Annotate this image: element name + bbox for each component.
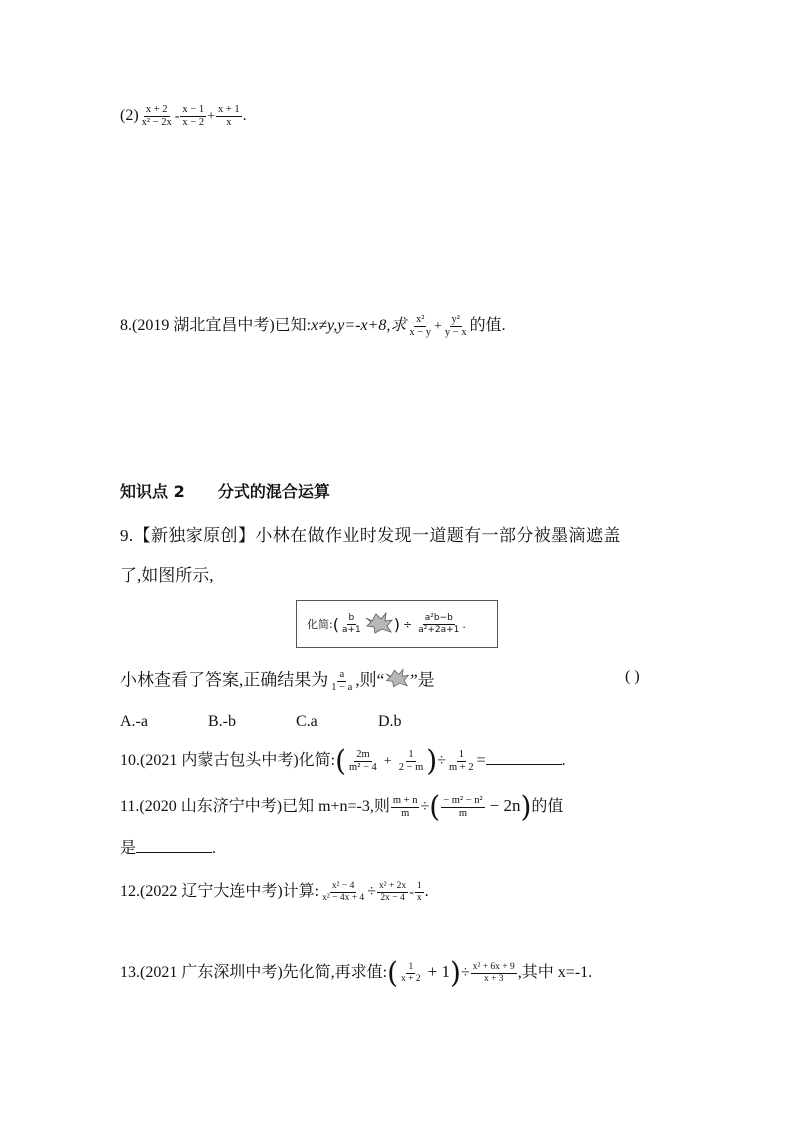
question-12: 12.(2022 辽宁大连中考)计算: $\frac{\text{x² − 4}}{\text{x² − 4x + 4}}$ ÷ $\frac{\text{x² + 2x}}{2x - 4}$ - $\frac{1}{x}$ .	[120, 880, 429, 903]
section-title: 分式的混合运算	[217, 482, 330, 501]
covered-expression-box: 化简: ( $\frac{b}{a+1}$ ) ÷ $\frac{\text{a²b−b}}{\text{a²+2a+1}}$ .	[296, 600, 498, 648]
fraction-2: $\frac{\text{− m² − n²}}{m}$	[443, 794, 483, 819]
option-b[interactable]: B.-b	[208, 713, 236, 730]
question-8: 8.(2019 湖北宜昌中考)已知:x≠y,y=-x+8,求 $\frac{\text{x²}}{x - y}$ + $\frac{\text{y²}}{y - x}$ 的值.	[120, 314, 506, 338]
fraction-3: $\frac{1}{x}$	[416, 880, 422, 903]
fraction-2: $\frac{1}{2 - m}$	[398, 748, 424, 773]
option-c[interactable]: C.a	[296, 713, 318, 730]
fraction-3: $\frac{1}{m + 2}$	[449, 748, 474, 773]
question-11-line-2: 是 .	[120, 836, 216, 861]
question-9-line-3: 小林查看了答案,正确结果为 $\frac{a}{1 - a}$ ,则“ ”是	[120, 669, 435, 693]
fraction-1: $\frac{m + n}{m}$	[392, 794, 418, 819]
question-7-part-2: (2) $\frac{x + 2}{\text{x² − 2x}}$ - $\frac{x - 1}{x - 2}$ + $\frac{x + 1}{x}$ .	[120, 104, 247, 128]
answer-blank[interactable]	[136, 836, 212, 853]
option-a[interactable]: A.-a	[120, 713, 148, 730]
option-d[interactable]: D.b	[378, 713, 402, 730]
answer-bracket: ( )	[625, 668, 640, 685]
fraction-2: $\frac{\text{x² + 2x}}{2x - 4}$	[378, 880, 407, 903]
box-fraction-1: $\frac{b}{a+1}$	[341, 612, 361, 635]
answer-blank[interactable]	[486, 748, 562, 765]
ink-blot-icon	[364, 612, 394, 637]
question-9-line-2: 了,如图所示,	[120, 566, 214, 585]
section-label: 知识点 2	[120, 482, 185, 501]
question-13: 13.(2021 广东深圳中考)先化简,再求值:( $\frac{1}{x + 2}$ + 1)÷ $\frac{\text{x² + 6x + 9}}{x + 3}$ ,其中 x=-1.	[120, 955, 593, 991]
question-9-options	[120, 710, 402, 734]
fraction-1: $\frac{x + 2}{\text{x² − 2x}}$	[141, 104, 172, 128]
box-fraction-2: $\frac{\text{a²b−b}}{\text{a²+2a+1}}$	[418, 612, 460, 635]
fraction-1: $\frac{\text{x²}}{x - y}$	[409, 314, 432, 338]
question-11: 11.(2020 山东济宁中考)已知 m+n=-3,则 $\frac{m + n}{m}$ ÷( $\frac{\text{− m² − n²}}{m}$ − 2n)的值	[120, 789, 564, 825]
part-label: (2)	[120, 107, 139, 125]
question-10: 10.(2021 内蒙古包头中考)化简:( $\frac{2m}{\text{m² − 4}}$ + $\frac{1}{2 - m}$ )÷ $\frac{1}{m + 2}$ = .	[120, 743, 566, 779]
fraction-3: $\frac{x + 1}{x}$	[217, 104, 240, 128]
answer-fraction: $\frac{a}{1 - a}$	[331, 669, 353, 693]
fraction-1: $\frac{\text{x² − 4}}{\text{x² − 4x + 4}}$	[322, 880, 365, 903]
ink-blot-icon	[384, 668, 410, 695]
fraction-2: $\frac{x - 1}{x - 2}$	[182, 104, 205, 128]
fraction-2: $\frac{\text{y²}}{y - x}$	[444, 314, 467, 338]
fraction-1: $\frac{2m}{\text{m² − 4}}$	[349, 748, 377, 773]
fraction-1: $\frac{1}{x + 2}$	[401, 961, 421, 984]
fraction-2: $\frac{\text{x² + 6x + 9}}{x + 3}$	[472, 961, 515, 984]
section-heading	[120, 480, 330, 504]
question-9-line-1: 9.【新独家原创】小林在做作业时发现一道题有一部分被墨滴遮盖	[120, 526, 621, 545]
